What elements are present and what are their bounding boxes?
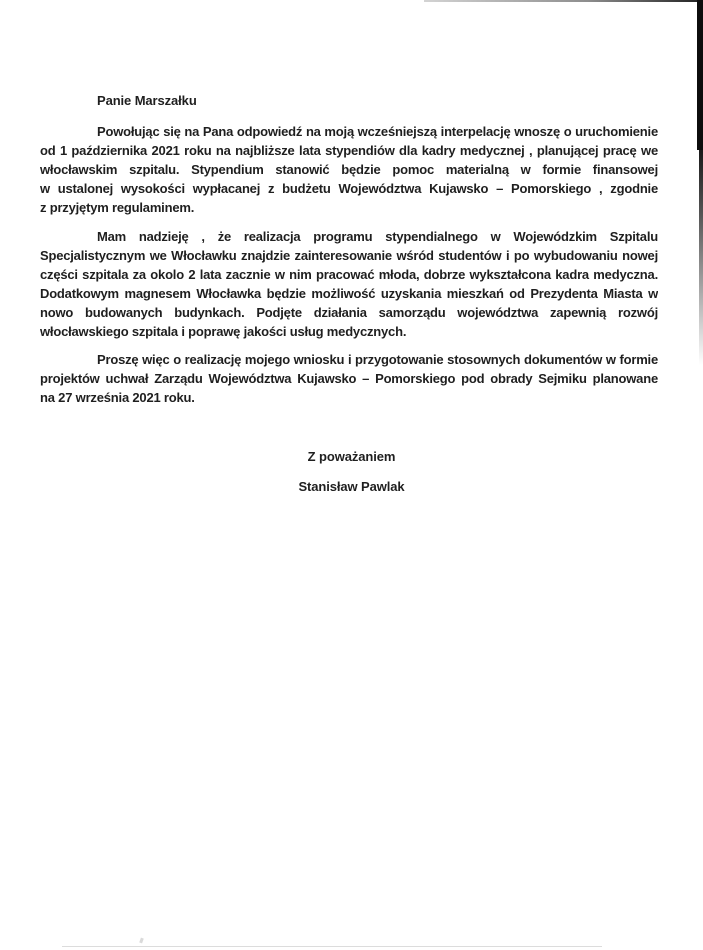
letter-line: z przyjętym regulaminem.	[40, 200, 195, 215]
letter-line: nowo budowanych budynkach. Podjęte działania samorządu województwa zapewnią rozwój	[40, 305, 658, 320]
salutation: Panie Marszałku	[97, 93, 197, 108]
letter-line: Proszę więc o realizację mojego wniosku i przygotowanie stosownych dokumentów w formie	[97, 352, 658, 367]
letter-line: na 27 września 2021 roku.	[40, 390, 195, 405]
letter-line: projektów uchwał Zarządu Województwa Kujawsko – Pomorskiego pod obrady Sejmiku planowane	[40, 371, 658, 386]
letter-line: Specjalistycznym we Włocławku znajdzie zainteresowanie wśród studentów i po wybudowaniu nowej	[40, 248, 658, 263]
scan-artifact-bottom-line	[62, 946, 602, 947]
scan-artifact-right-corner	[697, 0, 703, 150]
letter-line: części szpitala za okolo 2 lata zacznie w nim pracować młoda, dobrze wykształcona kadra medyczna.	[40, 267, 658, 282]
letter-line: Dodatkowym magnesem Włocławka będzie możliwość uzyskania mieszkań od Prezydenta Miasta w	[40, 286, 658, 301]
letter-line: włocławskiego szpitala i poprawę jakości usług medycznych.	[40, 324, 407, 339]
paragraph-1	[40, 122, 658, 217]
signature-name: Stanisław Pawlak	[298, 479, 405, 494]
paragraph-3	[40, 350, 658, 407]
letter-line: od 1 października 2021 roku na najbliższe lata stypendiów dla kadry medycznej , planującej pracę we	[40, 143, 658, 158]
letter-line: Mam nadzieję , że realizacja programu stypendialnego w Wojewódzkim Szpitalu	[97, 229, 658, 244]
paragraph-2	[40, 227, 658, 341]
scan-artifact-smudge	[139, 938, 144, 944]
letter-line: w ustalonej wysokości wypłacanej z budżetu Województwa Kujawsko – Pomorskiego , zgodnie	[40, 181, 658, 196]
letter-line: Powołując się na Pana odpowiedź na moją wcześniejszą interpelację wnoszę o uruchomienie	[97, 124, 658, 139]
letter-line: włocławskim szpitalu. Stypendium stanowić będzie pomoc materialną w formie finansowej	[40, 162, 658, 177]
closing-phrase: Z poważaniem	[307, 449, 396, 464]
scan-artifact-top-edge	[424, 0, 698, 2]
scan-artifact-right-edge-fade	[699, 150, 703, 365]
